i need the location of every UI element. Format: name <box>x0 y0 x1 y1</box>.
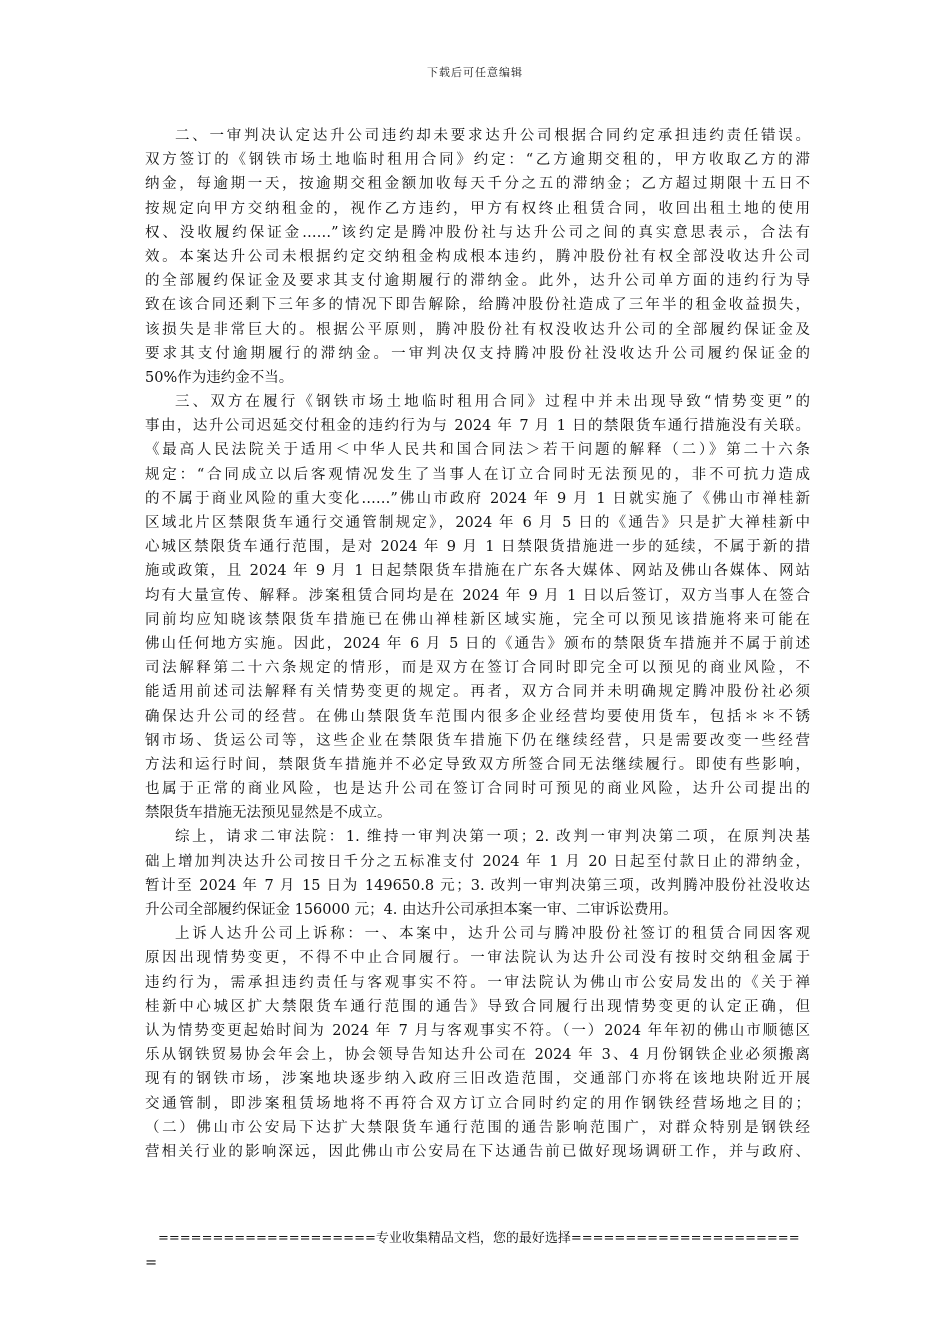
text-line: 上诉人达升公司上诉称：一、本案中，达升公司与腾冲股份社签订的租赁合同因客观 <box>175 926 810 943</box>
text-line: 事由，达升公司迟延交付租金的违约行为与 2024 年 7 月 1 日的禁限货车通行措施没有关联。 <box>145 418 810 435</box>
text-line: 现有的钢铁市场，涉案地块逐步纳入政府三旧改造范围，交通部门亦将在该地块附近开展 <box>145 1071 810 1088</box>
text-line: 方法和运行时间，禁限货车措施并不必定导致双方所签合同无法继续履行。即使有些影响， <box>145 756 810 773</box>
text-line: 按规定向甲方交纳租金的，视作乙方违约，甲方有权终止租赁合同，收回出租土地的使用 <box>145 200 810 217</box>
text-line: 纳金，每逾期一天，按逾期交租金额加收每天千分之五的滞纳金；乙方超过期限十五日不 <box>145 176 810 193</box>
text-line: 区域北片区禁限货车通行交通管制规定》，2024 年 6 月 5 日的《通告》只是扩大禅桂新中 <box>145 515 810 531</box>
text-line: 钢市场、货运公司等，这些企业在禁限货车措施下仍在继续经营，只是需要改变一些经营 <box>145 732 810 749</box>
text-line: 三、双方在履行《钢铁市场土地临时租用合同》过程中并未出现导致“情势变更”的 <box>175 394 810 411</box>
text-line: 二、一审判决认定达升公司违约却未要求达升公司根据合同约定承担违约责任错误。 <box>175 128 810 144</box>
text-line: 《最高人民法院关于适用＜中华人民共和国合同法＞若干问题的解释（二）》第二十六条 <box>145 442 810 459</box>
text-line: 禁限货车措施无法预见显然是不成立。 <box>145 805 392 822</box>
text-line: 确保达升公司的经营。在佛山禁限货车范围内很多企业经营均要使用货车，包括＊＊不锈 <box>145 708 810 725</box>
text-line: 营相关行业的影响深远，因此佛山市公安局在下达通告前已做好现场调研工作，并与政府、 <box>145 1143 810 1160</box>
text-line: 双方签订的《钢铁市场土地临时租用合同》约定：“乙方逾期交租的，甲方收取乙方的滞 <box>145 152 810 169</box>
text-line: 权、没收履约保证金……”该约定是腾冲股份社与达升公司之间的真实意思表示，合法有 <box>145 224 810 241</box>
text-line: 施或政策，且 2024 年 9 月 1 日起禁限货车措施在广东各大媒体、网站及佛山各媒体、网站 <box>145 563 810 580</box>
text-line: 该损失是非常巨大的。根据公平原则，腾冲股份社有权没收达升公司的全部履约保证金及 <box>145 321 810 338</box>
page-footer <box>145 1227 810 1275</box>
text-line: 规定：“合同成立以后客观情况发生了当事人在订立合同时无法预见的，非不可抗力造成 <box>145 466 810 483</box>
text-line: 原因出现情势变更，不得不中止合同履行。一审法院认为达升公司没有按时交纳租金属于 <box>145 950 810 967</box>
text-line: 均有大量宣传、解释。涉案租赁合同均是在 2024 年 9 月 1 日以后签订，双方当事人在签合 <box>145 587 810 604</box>
text-line: 违约行为，需承担违约责任与客观事实不符。一审法院认为佛山市公安局发出的《关于禅 <box>145 974 810 991</box>
text-line: 的全部履约保证金及要求其支付逾期履行的滞纳金。此外，达升公司单方面的违约行为导 <box>145 273 810 290</box>
text-line: 效。本案达升公司未根据约定交纳租金构成根本违约，腾冲股份社有权全部没收达升公司 <box>145 248 810 265</box>
text-line: 交通管制，即涉案租赁场地将不再符合双方订立合同时约定的用作钢铁经营场地之目的； <box>145 1095 810 1112</box>
page-header: 下载后可任意编辑 <box>427 66 523 79</box>
text-line: 认为情势变更起始时间为 2024 年 7 月与客观事实不符。（一）2024 年年初的佛山市顺德区 <box>145 1022 810 1039</box>
text-line: 司法解释第二十六条规定的情形，而是双方在签订合同时即完全可以预见的商业风险，不 <box>145 660 810 677</box>
text-line: 致在该合同还剩下三年多的情况下即告解除，给腾冲股份社造成了三年半的租金收益损失， <box>145 297 810 314</box>
text-line: 桂新中心城区扩大禁限货车通行范围的通告》导致合同履行出现情势变更的认定正确，但 <box>145 998 810 1015</box>
footer-banner: ====================专业收集精品文档，您的最好选择===================== <box>158 1231 800 1246</box>
document-body <box>145 124 810 1164</box>
text-line: 暂计至 2024 年 7 月 15 日为 149650.8 元；3. 改判一审判决第三项，改判腾冲股份社没收达 <box>145 877 810 894</box>
text-line: 心城区禁限货车通行范围，是对 2024 年 9 月 1 日禁限货措施进一步的延续，不属于新的措 <box>145 539 810 556</box>
text-line: 的不属于商业风险的重大变化……”佛山市政府 2024 年 9 月 1 日就实施了《佛山市禅桂新 <box>145 490 810 507</box>
text-line: 50%作为违约金不当。 <box>145 369 294 386</box>
footer-banner-continuation: = <box>145 1255 158 1271</box>
text-line: 同前均应知晓该禁限货车措施已在佛山禅桂新区域实施，完全可以预见该措施将来可能在 <box>145 611 810 628</box>
text-line: 也属于正常的商业风险，也是达升公司在签订合同时可预见的商业风险，达升公司提出的 <box>145 781 810 798</box>
text-line: （二）佛山市公安局下达扩大禁限货车通行范围的通告影响范围广，对群众特别是钢铁经 <box>145 1119 810 1136</box>
text-line: 乐从钢铁贸易协会年会上，协会领导告知达升公司在 2024 年 3、4 月份钢铁企业必须搬离 <box>145 1047 810 1064</box>
text-line: 综上，请求二审法院：1. 维持一审判决第一项；2. 改判一审判决第二项，在原判决基 <box>175 829 810 846</box>
text-line: 升公司全部履约保证金 156000 元；4. 由达升公司承担本案一审、二审诉讼费用。 <box>145 902 678 918</box>
text-line: 础上增加判决达升公司按日千分之五标准支付 2024 年 1 月 20 日起至付款日止的滞纳金， <box>145 853 810 870</box>
text-line: 佛山任何地方实施。因此，2024 年 6 月 5 日的《通告》颁布的禁限货车措施并不属于前述 <box>145 635 810 652</box>
text-line: 能适用前述司法解释有关情势变更的规定。再者，双方合同并未明确规定腾冲股份社必须 <box>145 684 810 701</box>
text-line: 要求其支付逾期履行的滞纳金。一审判决仅支持腾冲股份社没收达升公司履约保证金的 <box>145 345 810 362</box>
